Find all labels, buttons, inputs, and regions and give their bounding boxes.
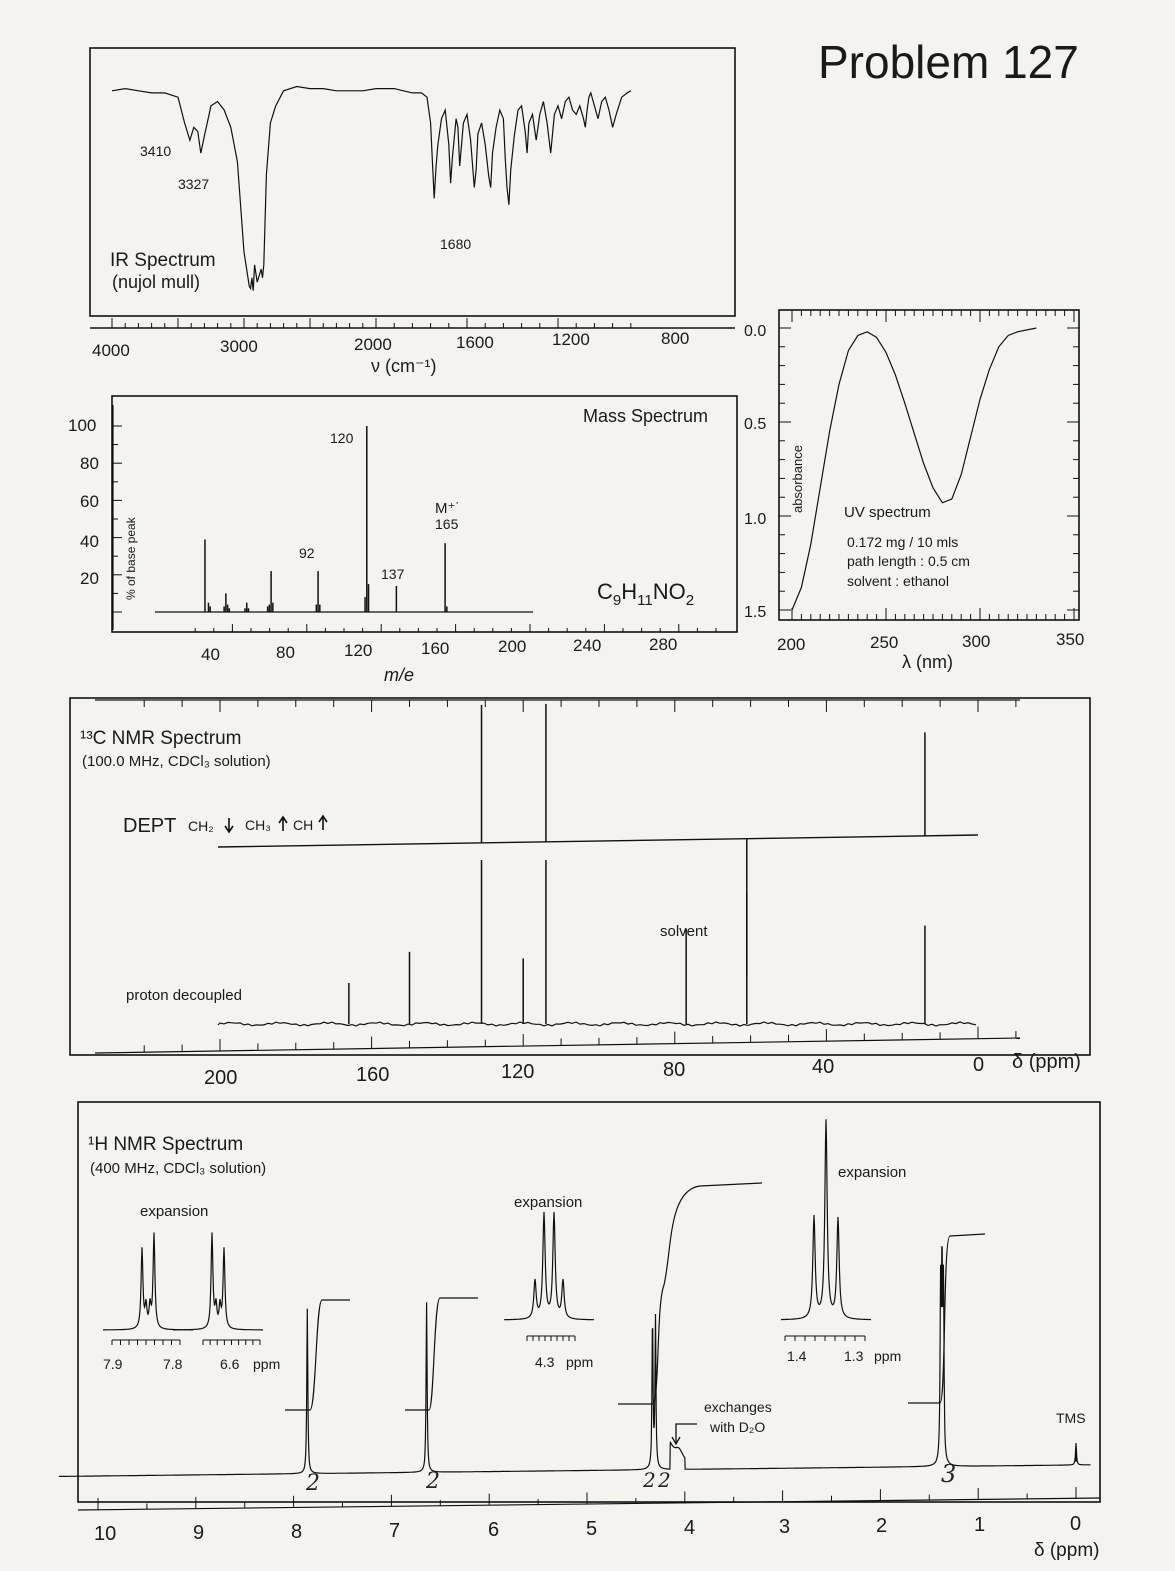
mass-tick-label-280: 280 <box>649 635 678 654</box>
h1-tick-label-7: 7 <box>389 1520 401 1542</box>
h1-title: ¹H NMR Spectrum <box>88 1134 244 1155</box>
c13-dept-baseline <box>218 835 978 847</box>
uv-y-tick-label-0.5: 0.5 <box>744 416 767 433</box>
uv-tick-label-350: 350 <box>1056 630 1085 649</box>
h1-x-axis <box>78 1498 1100 1510</box>
mass-tick-label-240: 240 <box>573 636 602 655</box>
ir-annotation-1680: 1680 <box>440 236 472 252</box>
h1-tick-label-1: 1 <box>974 1514 986 1536</box>
uv-y-tick-label-1: 1.0 <box>744 511 767 528</box>
dept-legend-ch2: CH₂ <box>188 818 214 834</box>
h1-expansion-scale-1.4: 1.4 <box>787 1348 807 1364</box>
ir-tick-label-3000: 3000 <box>220 337 258 356</box>
arrow-up-icon <box>319 816 327 830</box>
h1-tick-label-6: 6 <box>488 1519 500 1541</box>
mass-y-tick-label-60: 60 <box>80 492 99 511</box>
h1-tick-label-10: 10 <box>94 1523 117 1545</box>
h1-tick-label-9: 9 <box>193 1522 205 1544</box>
uv-y-axis-label: absorbance <box>790 445 805 513</box>
c13-tick-label-40: 40 <box>812 1056 835 1078</box>
uv-tick-label-250: 250 <box>870 633 899 652</box>
c13-dept-legend <box>188 816 327 834</box>
dept-legend-ch: CH <box>293 817 314 833</box>
mass-tick-label-200: 200 <box>498 637 527 656</box>
dept-legend-ch3: CH₃ <box>245 817 271 833</box>
c13-decoupled-baseline <box>218 1022 976 1026</box>
h1-expansion-scale-ppm-a: ppm <box>253 1356 281 1372</box>
mass-y-tick-label-40: 40 <box>80 532 99 551</box>
c13-solvent-label: solvent <box>660 923 708 940</box>
c13-tick-label-0: 0 <box>973 1054 985 1076</box>
h1-tms-label: TMS <box>1056 1410 1086 1426</box>
ir-subtitle: (nujol mull) <box>112 272 201 292</box>
h1-expansion-aromatic-a <box>103 1232 193 1330</box>
mass-peak-label-92: 92 <box>299 545 315 561</box>
c13-tick-label-160: 160 <box>356 1064 390 1086</box>
mass-tick-label-160: 160 <box>421 639 450 658</box>
h1-expansion-label-quartet: expansion <box>514 1194 583 1211</box>
uv-tick-label-300: 300 <box>962 632 991 651</box>
mass-peak-label-165: 165 <box>435 516 459 532</box>
mass-tick-label-40: 40 <box>201 645 220 664</box>
h1-tick-label-3: 3 <box>779 1516 791 1538</box>
h1-tick-label-4: 4 <box>684 1517 696 1539</box>
ir-tick-label-800: 800 <box>661 329 690 348</box>
h1-integral-2-c: 2 <box>643 1468 656 1492</box>
h1-expansion-scale-4.3: 4.3 <box>535 1354 555 1370</box>
h1-expansion-quartet <box>504 1212 594 1320</box>
h1-expansion-scale-7.8: 7.8 <box>163 1356 183 1372</box>
h1-exchange-label: exchanges <box>704 1399 772 1415</box>
mass-spectrum <box>68 396 737 685</box>
uv-y-tick-label-0: 0.0 <box>744 323 767 340</box>
mass-y-axis-label: % of base peak <box>124 517 138 600</box>
c13-tick-label-200: 200 <box>204 1067 238 1089</box>
ir-tick-label-1600: 1600 <box>456 333 494 352</box>
h1-tick-label-2: 2 <box>876 1515 888 1537</box>
c13-decoupled-label: proton decoupled <box>126 987 242 1004</box>
uv-spectrum <box>744 310 1084 672</box>
uv-x-axis-label: λ (nm) <box>902 652 953 672</box>
h1-expansion-scale-6.6: 6.6 <box>220 1356 240 1372</box>
uv-tick-label-200: 200 <box>777 635 806 654</box>
h1-expansion-aromatic-b <box>173 1232 263 1330</box>
h1-integral-3: 3 <box>941 1460 957 1488</box>
arrow-up-icon <box>279 817 287 831</box>
h1-tick-label-5: 5 <box>586 1518 598 1540</box>
exchange-arrow-icon <box>672 1424 697 1444</box>
c13-subtitle: (100.0 MHz, CDCl₃ solution) <box>82 753 271 770</box>
ir-tick-label-2000: 2000 <box>354 335 392 354</box>
mass-tick-label-120: 120 <box>344 641 373 660</box>
h1-integral-2-d: 2 <box>658 1468 671 1492</box>
h1-integral-2-b: 2 <box>426 1469 440 1494</box>
mass-y-tick-label-100: 100 <box>68 416 97 435</box>
uv-y-tick-label-1.5: 1.5 <box>744 604 767 621</box>
h1-expansion-triplet <box>781 1119 871 1319</box>
h1-expansion-scale-7.9: 7.9 <box>103 1356 123 1372</box>
uv-note-solvent: solvent : ethanol <box>847 573 949 589</box>
uv-note-path-length: path length : 0.5 cm <box>847 553 970 569</box>
mass-title: Mass Spectrum <box>583 406 709 426</box>
ir-tick-label-1200: 1200 <box>552 330 590 349</box>
h1-expansion-scale-ppm-c: ppm <box>874 1348 902 1364</box>
mass-peak-label-120: 120 <box>330 430 354 446</box>
mass-formula: $C_9H_{11}NO_2$ <box>597 579 695 609</box>
h1-integral-2-a: 2 <box>306 1471 320 1496</box>
mass-peak-label-137: 137 <box>381 566 405 582</box>
ir-annotation-3327: 3327 <box>178 176 210 192</box>
mass-molecular-ion: M⁺˙ <box>435 500 461 517</box>
ir-annotation-3410: 3410 <box>140 143 172 159</box>
mass-tick-label-80: 80 <box>276 643 295 662</box>
mass-y-tick-label-20: 20 <box>80 569 99 588</box>
ir-x-axis-label: ν (cm⁻¹) <box>371 356 437 376</box>
h1-expansion-scale-ppm-b: ppm <box>566 1354 594 1370</box>
ir-tick-label-4000: 4000 <box>92 341 130 360</box>
c13-nmr-spectrum <box>70 698 1090 1089</box>
h1-tick-label-0: 0 <box>1070 1513 1082 1535</box>
c13-dept-label: DEPT <box>123 815 177 837</box>
c13-x-axis <box>95 1038 1020 1053</box>
h1-x-axis-label: δ (ppm) <box>1034 1540 1100 1561</box>
h1-nmr-spectrum <box>59 1102 1100 1561</box>
c13-tick-label-80: 80 <box>663 1059 686 1081</box>
uv-title: UV spectrum <box>844 504 931 521</box>
mass-x-axis-label: m/e <box>384 665 415 685</box>
h1-expansion-label-triplet: expansion <box>838 1164 907 1181</box>
arrow-down-icon <box>225 818 233 832</box>
ir-title: IR Spectrum <box>110 250 216 271</box>
h1-tick-label-8: 8 <box>291 1521 303 1543</box>
h1-expansion-label-aromatic: expansion <box>140 1203 209 1220</box>
h1-integral-trace <box>285 1183 985 1410</box>
uv-note-concentration: 0.172 mg / 10 mls <box>847 534 959 550</box>
h1-subtitle: (400 MHz, CDCl₃ solution) <box>90 1160 267 1177</box>
ir-spectrum <box>90 48 735 376</box>
c13-title: ¹³C NMR Spectrum <box>80 728 242 749</box>
page-title: Problem 127 <box>818 36 1079 88</box>
c13-tick-label-120: 120 <box>501 1061 535 1083</box>
h1-exchange-label-d2o: with D₂O <box>710 1419 766 1435</box>
mass-y-tick-label-80: 80 <box>80 454 99 473</box>
c13-x-axis-label: δ (ppm) <box>1012 1051 1081 1073</box>
h1-expansion-scale-1.3: 1.3 <box>844 1348 864 1364</box>
